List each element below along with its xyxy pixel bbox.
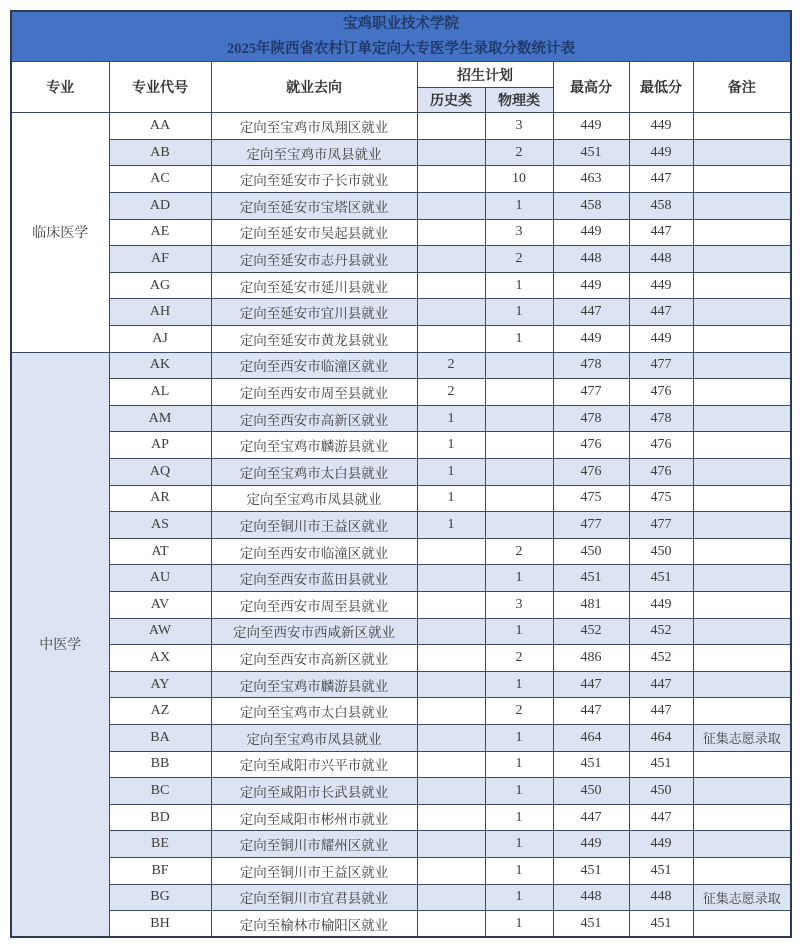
table-row [11,618,791,645]
remark-cell [693,379,791,406]
table-row [11,113,791,140]
table-row [11,724,791,751]
history-count-cell [417,884,485,911]
code-cell: AS [109,512,211,539]
dest-cell: 定向至宝鸡市麟游县就业 [211,432,417,459]
table-row [11,405,791,432]
table-row [11,778,791,805]
max-score-cell: 452 [553,618,629,645]
table-row [11,485,791,512]
table-row [11,139,791,166]
physics-count-cell [485,432,553,459]
remark-cell [693,618,791,645]
physics-count-cell [485,379,553,406]
remark-cell [693,432,791,459]
history-count-cell [417,272,485,299]
physics-count-cell [485,512,553,539]
table-row [11,326,791,353]
max-score-cell: 450 [553,538,629,565]
code-cell: BG [109,884,211,911]
dest-cell: 定向至咸阳市长武县就业 [211,778,417,805]
dest-cell: 定向至西安市高新区就业 [211,645,417,672]
remark-cell [693,591,791,618]
code-cell: AY [109,671,211,698]
physics-count-cell: 1 [485,272,553,299]
table-row [11,857,791,884]
code-cell: AL [109,379,211,406]
max-score-cell: 478 [553,352,629,379]
code-cell: AT [109,538,211,565]
dest-cell: 定向至延安市吴起县就业 [211,219,417,246]
min-score-cell: 476 [629,432,693,459]
physics-count-cell: 1 [485,911,553,938]
dest-cell: 定向至铜川市王益区就业 [211,512,417,539]
title-line-2: 2025年陕西省农村订单定向大专医学生录取分数统计表 [227,40,575,57]
col-header-major-code: 专业代号 [109,62,211,113]
remark-cell [693,485,791,512]
remark-cell [693,326,791,353]
dest-cell: 定向至西安市高新区就业 [211,405,417,432]
dest-cell: 定向至宝鸡市凤翔区就业 [211,113,417,140]
col-header-history: 历史类 [417,88,485,113]
max-score-cell: 481 [553,591,629,618]
remark-cell [693,698,791,725]
col-header-remarks: 备注 [693,62,791,113]
physics-count-cell: 2 [485,698,553,725]
col-header-destination: 就业去向 [211,62,417,113]
physics-count-cell: 2 [485,139,553,166]
remark-cell [693,778,791,805]
min-score-cell: 476 [629,459,693,486]
physics-count-cell: 10 [485,166,553,193]
code-cell: AE [109,219,211,246]
dest-cell: 定向至宝鸡市麟游县就业 [211,671,417,698]
physics-count-cell: 1 [485,857,553,884]
max-score-cell: 476 [553,459,629,486]
max-score-cell: 447 [553,671,629,698]
physics-count-cell [485,459,553,486]
table-row [11,698,791,725]
code-cell: BF [109,857,211,884]
min-score-cell: 450 [629,538,693,565]
table-row [11,432,791,459]
min-score-cell: 447 [629,698,693,725]
max-score-cell: 449 [553,272,629,299]
dest-cell: 定向至延安市宜川县就业 [211,299,417,326]
min-score-cell: 452 [629,645,693,672]
remark-cell [693,911,791,938]
physics-count-cell [485,485,553,512]
table-row [11,831,791,858]
max-score-cell: 448 [553,246,629,273]
physics-count-cell: 1 [485,565,553,592]
history-count-cell [417,139,485,166]
remark-cell: 征集志愿录取 [693,884,791,911]
max-score-cell: 458 [553,193,629,220]
max-score-cell: 478 [553,405,629,432]
max-score-cell: 486 [553,645,629,672]
history-count-cell [417,671,485,698]
history-count-cell [417,538,485,565]
min-score-cell: 451 [629,911,693,938]
title-line-1: 宝鸡职业技术学院 [343,16,459,32]
min-score-cell: 447 [629,299,693,326]
title-row [11,11,791,62]
major-cell: 临床医学 [11,113,109,352]
history-count-cell [417,698,485,725]
min-score-cell: 449 [629,831,693,858]
col-header-min-score: 最低分 [629,62,693,113]
dest-cell: 定向至延安市延川县就业 [211,272,417,299]
table-row [11,591,791,618]
dest-cell: 定向至西安市临潼区就业 [211,352,417,379]
table-row [11,751,791,778]
code-cell: AJ [109,326,211,353]
min-score-cell: 449 [629,272,693,299]
dest-cell: 定向至宝鸡市凤县就业 [211,139,417,166]
min-score-cell: 450 [629,778,693,805]
col-header-physics: 物理类 [485,88,553,113]
min-score-cell: 447 [629,671,693,698]
remark-cell [693,272,791,299]
max-score-cell: 475 [553,485,629,512]
table-row [11,459,791,486]
header-row-1 [11,62,791,88]
history-count-cell [417,751,485,778]
table-row [11,671,791,698]
history-count-cell: 2 [417,379,485,406]
physics-count-cell: 1 [485,778,553,805]
remark-cell [693,831,791,858]
physics-count-cell: 1 [485,193,553,220]
history-count-cell [417,166,485,193]
max-score-cell: 464 [553,724,629,751]
col-header-enrollment-plan: 招生计划 [417,62,553,88]
table-row [11,512,791,539]
max-score-cell: 451 [553,139,629,166]
code-cell: AX [109,645,211,672]
remark-cell [693,459,791,486]
remark-cell [693,219,791,246]
dest-cell: 定向至西安市周至县就业 [211,591,417,618]
dest-cell: 定向至榆林市榆阳区就业 [211,911,417,938]
table-row [11,804,791,831]
remark-cell [693,671,791,698]
code-cell: AF [109,246,211,273]
admission-scores-table [10,10,792,938]
table-row [11,219,791,246]
dest-cell: 定向至咸阳市兴平市就业 [211,751,417,778]
remark-cell [693,352,791,379]
dest-cell: 定向至宝鸡市凤县就业 [211,485,417,512]
max-score-cell: 447 [553,299,629,326]
remark-cell [693,405,791,432]
history-count-cell [417,618,485,645]
physics-count-cell: 2 [485,645,553,672]
history-count-cell: 1 [417,459,485,486]
min-score-cell: 451 [629,857,693,884]
history-count-cell: 2 [417,352,485,379]
history-count-cell [417,193,485,220]
min-score-cell: 451 [629,565,693,592]
table-row [11,379,791,406]
code-cell: BB [109,751,211,778]
code-cell: AB [109,139,211,166]
dest-cell: 定向至延安市子长市就业 [211,166,417,193]
code-cell: BE [109,831,211,858]
remark-cell [693,538,791,565]
history-count-cell [417,804,485,831]
remark-cell [693,139,791,166]
physics-count-cell: 1 [485,724,553,751]
table-row [11,565,791,592]
max-score-cell: 451 [553,751,629,778]
max-score-cell: 449 [553,113,629,140]
remark-cell [693,299,791,326]
min-score-cell: 449 [629,113,693,140]
remark-cell [693,246,791,273]
min-score-cell: 449 [629,326,693,353]
col-header-max-score: 最高分 [553,62,629,113]
code-cell: AC [109,166,211,193]
remark-cell [693,565,791,592]
dest-cell: 定向至宝鸡市凤县就业 [211,724,417,751]
max-score-cell: 449 [553,326,629,353]
col-header-major: 专业 [11,62,109,113]
code-cell: AH [109,299,211,326]
code-cell: AK [109,352,211,379]
history-count-cell: 1 [417,432,485,459]
max-score-cell: 476 [553,432,629,459]
dest-cell: 定向至西安市西咸新区就业 [211,618,417,645]
table-row [11,193,791,220]
code-cell: AR [109,485,211,512]
history-count-cell [417,565,485,592]
history-count-cell [417,591,485,618]
min-score-cell: 447 [629,219,693,246]
remark-cell: 征集志愿录取 [693,724,791,751]
code-cell: AQ [109,459,211,486]
table-row [11,645,791,672]
table-row [11,352,791,379]
min-score-cell: 477 [629,512,693,539]
max-score-cell: 449 [553,219,629,246]
code-cell: AG [109,272,211,299]
history-count-cell [417,645,485,672]
code-cell: BC [109,778,211,805]
history-count-cell [417,113,485,140]
dest-cell: 定向至咸阳市彬州市就业 [211,804,417,831]
physics-count-cell: 1 [485,804,553,831]
history-count-cell [417,299,485,326]
remark-cell [693,166,791,193]
min-score-cell: 451 [629,751,693,778]
code-cell: AP [109,432,211,459]
code-cell: AZ [109,698,211,725]
physics-count-cell: 3 [485,219,553,246]
table-row [11,166,791,193]
history-count-cell [417,246,485,273]
max-score-cell: 449 [553,831,629,858]
table-row [11,538,791,565]
min-score-cell: 448 [629,246,693,273]
max-score-cell: 450 [553,778,629,805]
remark-cell [693,512,791,539]
major-cell: 中医学 [11,352,109,937]
table-row [11,272,791,299]
max-score-cell: 447 [553,804,629,831]
max-score-cell: 477 [553,379,629,406]
dest-cell: 定向至延安市志丹县就业 [211,246,417,273]
min-score-cell: 449 [629,139,693,166]
code-cell: AV [109,591,211,618]
physics-count-cell: 1 [485,618,553,645]
table-row [11,884,791,911]
dest-cell: 定向至铜川市宜君县就业 [211,884,417,911]
dest-cell: 定向至延安市黄龙县就业 [211,326,417,353]
min-score-cell: 452 [629,618,693,645]
max-score-cell: 448 [553,884,629,911]
dest-cell: 定向至铜川市王益区就业 [211,857,417,884]
code-cell: AD [109,193,211,220]
max-score-cell: 451 [553,857,629,884]
min-score-cell: 478 [629,405,693,432]
physics-count-cell: 1 [485,884,553,911]
table-row [11,299,791,326]
remark-cell [693,193,791,220]
remark-cell [693,645,791,672]
min-score-cell: 458 [629,193,693,220]
min-score-cell: 447 [629,804,693,831]
history-count-cell [417,724,485,751]
dest-cell: 定向至宝鸡市太白县就业 [211,698,417,725]
remark-cell [693,857,791,884]
dest-cell: 定向至宝鸡市太白县就业 [211,459,417,486]
physics-count-cell: 1 [485,671,553,698]
table-row [11,911,791,938]
min-score-cell: 447 [629,166,693,193]
max-score-cell: 451 [553,565,629,592]
code-cell: BA [109,724,211,751]
table-body [11,113,791,937]
physics-count-cell: 1 [485,326,553,353]
dest-cell: 定向至西安市蓝田县就业 [211,565,417,592]
physics-count-cell [485,405,553,432]
code-cell: AM [109,405,211,432]
physics-count-cell: 2 [485,538,553,565]
remark-cell [693,804,791,831]
dest-cell: 定向至延安市宝塔区就业 [211,193,417,220]
history-count-cell: 1 [417,512,485,539]
min-score-cell: 449 [629,591,693,618]
min-score-cell: 476 [629,379,693,406]
max-score-cell: 447 [553,698,629,725]
min-score-cell: 464 [629,724,693,751]
max-score-cell: 463 [553,166,629,193]
remark-cell [693,751,791,778]
physics-count-cell: 3 [485,591,553,618]
code-cell: AU [109,565,211,592]
physics-count-cell: 2 [485,246,553,273]
code-cell: BD [109,804,211,831]
code-cell: AA [109,113,211,140]
physics-count-cell [485,352,553,379]
table-row [11,246,791,273]
history-count-cell [417,857,485,884]
history-count-cell: 1 [417,405,485,432]
min-score-cell: 448 [629,884,693,911]
physics-count-cell: 1 [485,751,553,778]
max-score-cell: 451 [553,911,629,938]
max-score-cell: 477 [553,512,629,539]
history-count-cell: 1 [417,485,485,512]
physics-count-cell: 1 [485,299,553,326]
min-score-cell: 475 [629,485,693,512]
dest-cell: 定向至西安市临潼区就业 [211,538,417,565]
history-count-cell [417,778,485,805]
code-cell: AW [109,618,211,645]
history-count-cell [417,326,485,353]
dest-cell: 定向至西安市周至县就业 [211,379,417,406]
code-cell: BH [109,911,211,938]
physics-count-cell: 1 [485,831,553,858]
history-count-cell [417,831,485,858]
dest-cell: 定向至铜川市耀州区就业 [211,831,417,858]
physics-count-cell: 3 [485,113,553,140]
table-title [11,11,791,62]
history-count-cell [417,219,485,246]
remark-cell [693,113,791,140]
min-score-cell: 477 [629,352,693,379]
history-count-cell [417,911,485,938]
